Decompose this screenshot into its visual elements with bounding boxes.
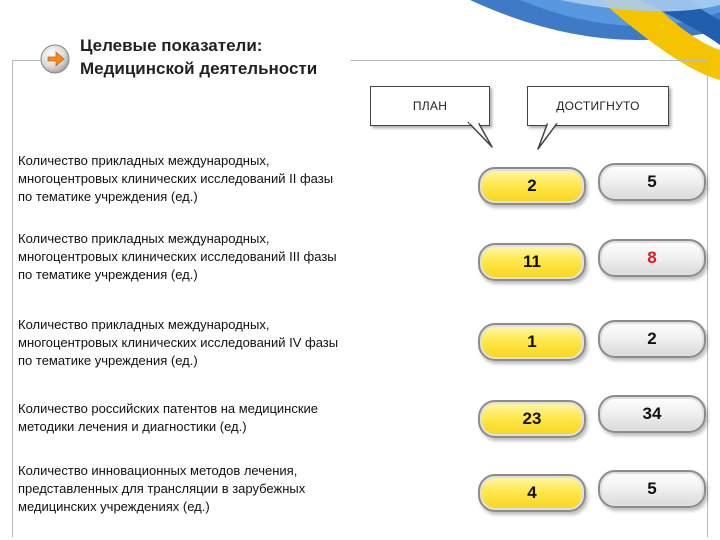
page-title (80, 34, 317, 80)
arrow-right-icon (40, 44, 70, 74)
metric-label-line: многоцентровых клинических исследований II фазы (18, 171, 334, 186)
metric-row (0, 462, 720, 532)
metric-label-line: Количество инновационных методов лечения, (18, 463, 298, 478)
plan-callout-tail (466, 121, 496, 149)
achieved-value-pill (598, 470, 706, 508)
achieved-value: 2 (647, 329, 657, 348)
metric-label-line: по тематике учреждения (ед.) (18, 189, 198, 204)
metric-label (18, 230, 458, 284)
metric-label (18, 316, 458, 370)
metric-label-line: Количество российских патентов на медицинские (18, 401, 319, 416)
achieved-column-label: ДОСТИГНУТО (556, 99, 640, 113)
plan-value: 11 (523, 252, 541, 271)
metric-label-line: Количество прикладных международных, (18, 153, 270, 168)
plan-value: 2 (527, 176, 537, 195)
achieved-value-pill (598, 163, 706, 201)
metric-label-line: Количество прикладных международных, (18, 231, 270, 246)
plan-value-pill (478, 400, 586, 438)
metric-row (0, 398, 720, 468)
achieved-value: 34 (642, 404, 662, 423)
metric-label-line: медицинских учреждениях (ед.) (18, 499, 210, 514)
metric-row (0, 150, 720, 220)
achieved-value-pill (598, 395, 706, 433)
metric-label-line: многоцентровых клинических исследований IV фазы (18, 335, 339, 350)
plan-column-label: ПЛАН (412, 99, 448, 113)
title-line-2: Медицинской деятельности (80, 59, 318, 78)
metric-label-line: представленных для трансляции в зарубежных (18, 481, 306, 496)
achieved-value: 5 (647, 479, 657, 498)
metric-label (18, 152, 458, 206)
metric-label (18, 462, 458, 516)
achieved-column-header (527, 86, 669, 126)
plan-value: 23 (522, 409, 542, 428)
achieved-value: 8 (647, 248, 657, 267)
metric-label-line: многоцентровых клинических исследований III фазы (18, 249, 337, 264)
achieved-value-pill (598, 239, 706, 277)
achieved-value-pill (598, 320, 706, 358)
title-line-1: Целевые показатели: (80, 36, 263, 55)
plan-value-pill (478, 323, 586, 361)
metric-label-line: по тематике учреждения (ед.) (18, 353, 198, 368)
plan-value: 1 (527, 332, 537, 351)
metric-row (0, 314, 720, 384)
metric-label (18, 400, 458, 436)
metric-label-line: по тематике учреждения (ед.) (18, 267, 198, 282)
achieved-value: 5 (647, 172, 657, 191)
metric-label-line: методики лечения и диагностики (ед.) (18, 419, 247, 434)
metric-row (0, 228, 720, 298)
metric-label-line: Количество прикладных международных, (18, 317, 270, 332)
plan-value: 4 (527, 483, 537, 502)
plan-value-pill (478, 474, 586, 512)
plan-column-header (370, 86, 490, 126)
plan-value-pill (478, 243, 586, 281)
achieved-callout-tail (536, 121, 566, 151)
plan-value-pill (478, 167, 586, 205)
